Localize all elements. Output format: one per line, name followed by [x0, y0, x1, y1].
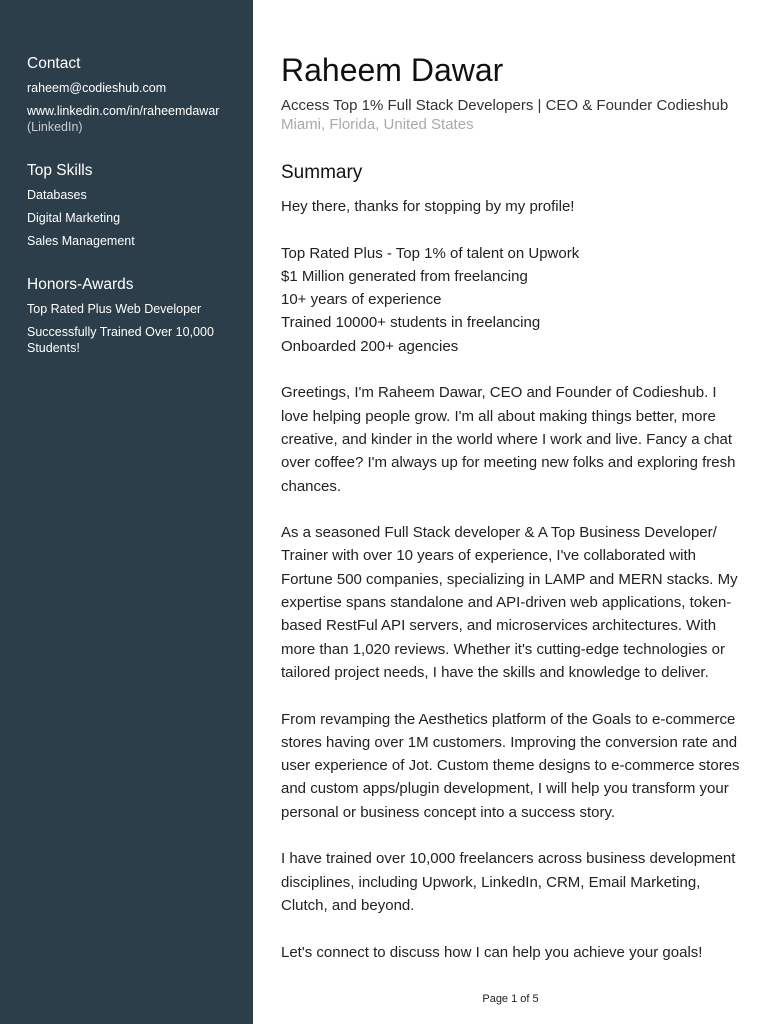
highlight-line: $1 Million generated from freelancing [281, 267, 528, 285]
highlight-line: Onboarded 200+ agencies [281, 337, 459, 355]
contact-section [27, 54, 241, 135]
summary-section [281, 161, 743, 964]
top-skills-section [27, 161, 241, 249]
summary-paragraph: As a seasoned Full Stack developer & A Top Business Developer/ Trainer with over 10 years of experience, I've collaborated with Fortune 500 companies, specializing in LAMP and MERN stacks. My expertise spans standalone and API-driven web applications, token-based RestFul API servers, and microservices architectures. With more than 1,020 reviews. Whether it's cutting-edge technologies or tailored project needs, I have the skills and knowledge to deliver. [281, 524, 738, 681]
profile-headline: Access Top 1% Full Stack Developers | CEO & Founder Codieshub [281, 97, 729, 114]
contact-heading: Contact [27, 55, 81, 72]
skill-item: Sales Management [27, 234, 135, 248]
skill-item: Digital Marketing [27, 211, 121, 225]
honor-item: Successfully Trained Over 10,000 Students! [27, 325, 214, 355]
honors-awards-section [27, 275, 241, 356]
main-content [281, 50, 743, 987]
highlight-line: 10+ years of experience [281, 291, 442, 309]
summary-paragraph: Let's connect to discuss how I can help you achieve your goals! [281, 943, 703, 961]
linkedin-url[interactable]: www.linkedin.com/in/raheemdawar [27, 104, 220, 118]
summary-title: Summary [281, 162, 363, 183]
summary-highlights [281, 242, 743, 358]
page-number: Page 1 of 5 [482, 993, 539, 1005]
email-link[interactable]: raheem@codieshub.com [27, 81, 167, 95]
summary-paragraph: Greetings, I'm Raheem Dawar, CEO and Founder of Codieshub. I love helping people grow. I'm all about making things better, more creative, and kinder in the world where I work and live. Fancy a chat over coffee? I'm always up for meeting new folks and exploring fresh chances. [281, 384, 736, 495]
summary-paragraph: From revamping the Aesthetics platform of the Goals to e-commerce stores having over 1M customers. Improving the conversion rate and user experience of Jot. Custom theme designs to e-commerce stores and custom apps/plugin development, I will help you transform your personal or business concept into a success story. [281, 710, 740, 821]
sidebar [0, 0, 253, 1024]
linkedin-link[interactable] [27, 103, 241, 135]
highlight-line: Trained 10000+ students in freelancing [281, 314, 541, 332]
top-skills-heading: Top Skills [27, 162, 93, 179]
linkedin-label: (LinkedIn) [27, 120, 83, 134]
highlight-line: Top Rated Plus - Top 1% of talent on Upwork [281, 244, 580, 262]
honor-item: Top Rated Plus Web Developer [27, 302, 202, 316]
profile-location: Miami, Florida, United States [281, 116, 474, 133]
summary-intro: Hey there, thanks for stopping by my profile! [281, 198, 575, 215]
skill-item: Databases [27, 188, 87, 202]
profile-name: Raheem Dawar [281, 52, 504, 88]
summary-paragraph: I have trained over 10,000 freelancers across business development disciplines, including Upwork, LinkedIn, CRM, Email Marketing, Clutch, and beyond. [281, 850, 736, 914]
honors-awards-heading: Honors-Awards [27, 276, 134, 293]
